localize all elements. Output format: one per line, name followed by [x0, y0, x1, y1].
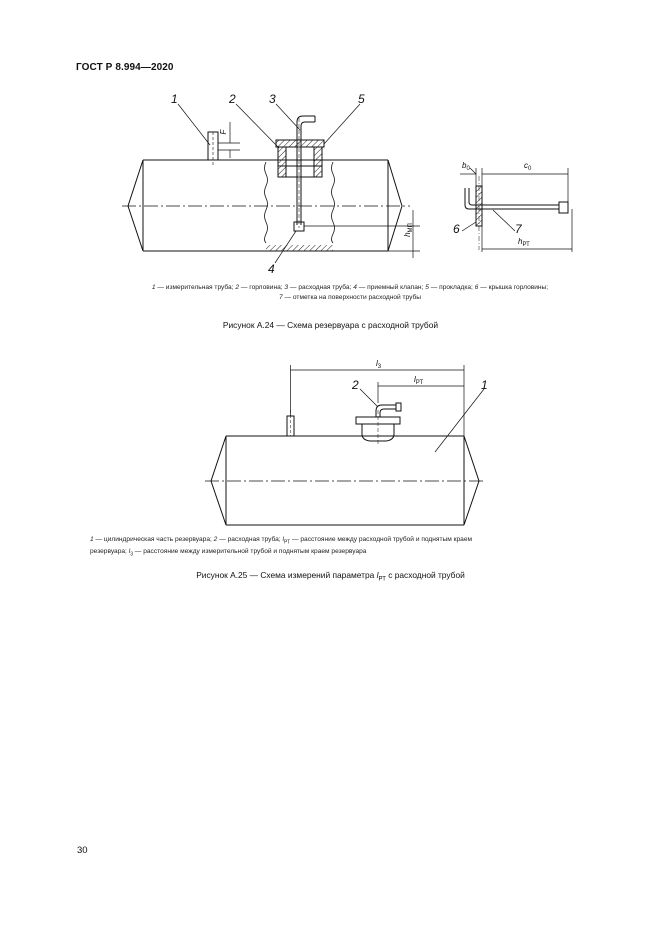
figure-a24-caption: Рисунок А.24 — Схема резервуара с расходной трубой: [222, 320, 439, 330]
discharge-pipe: [297, 116, 315, 228]
callout-2: 2: [229, 92, 236, 106]
dimension-f: [218, 122, 240, 158]
document-header: ГОСТ Р 8.994—2020: [76, 62, 174, 73]
page-number: 30: [77, 845, 88, 856]
bottom-hatch: [266, 245, 333, 251]
callout-2b: 2: [352, 378, 359, 392]
dimensions-2: [291, 365, 465, 436]
neck: [276, 140, 324, 177]
dim-l3-label: $l_3$: [376, 359, 382, 370]
tank-body-2: [211, 436, 479, 525]
cutaway-right: [332, 162, 335, 243]
detail-cover: [460, 168, 572, 252]
dim-hrt-label: $h_{РТ}$: [518, 237, 530, 248]
callout-4: 4: [268, 262, 275, 276]
dim-b0-label: $b_0$: [462, 161, 470, 172]
figure-a24-diagram: [0, 0, 661, 300]
cutaway-left: [265, 162, 268, 243]
callout-3: 3: [269, 92, 276, 106]
dim-hmp-sub: МП: [408, 223, 414, 233]
dim-lpt-label: $l_{РТ}$: [414, 375, 424, 386]
figure-a24-legend: 1 — измерительная труба; 2 — горловина; 3 — расходная труба; 4 — приемный клапан; 5 — прокладка; 6 — крышка горловины; 7 — отметка на поверхности расходной трубы: [151, 284, 549, 301]
figure-a25-diagram: [0, 340, 661, 540]
callout-7: 7: [515, 222, 522, 236]
dim-hmp-symbol: h: [403, 232, 412, 237]
figure-a25-legend: 1 — цилиндрическая часть резервуара; 2 — расходная труба; $l_{РТ}$ — расстояние между расходной трубой и поднятым краем резервуара; $l_3$ — расстояние между измерительной трубой и поднятым краем резервуара: [90, 536, 473, 558]
callout-6: 6: [453, 222, 460, 236]
callout-5: 5: [358, 92, 365, 106]
svg-text:hМП: [403, 223, 414, 237]
figure-a25-caption: Рисунок А.25 — Схема измерений параметра $l_{РТ}$ с расходной трубой: [196, 570, 465, 583]
callout-1: 1: [171, 92, 178, 106]
discharge-pipe-2: [376, 403, 401, 417]
callout-1b: 1: [481, 378, 488, 392]
neck-2: [356, 410, 400, 445]
dim-f-label: F: [219, 129, 228, 135]
measuring-tube: [208, 132, 218, 165]
dim-c0-label: $c_0$: [524, 161, 532, 172]
